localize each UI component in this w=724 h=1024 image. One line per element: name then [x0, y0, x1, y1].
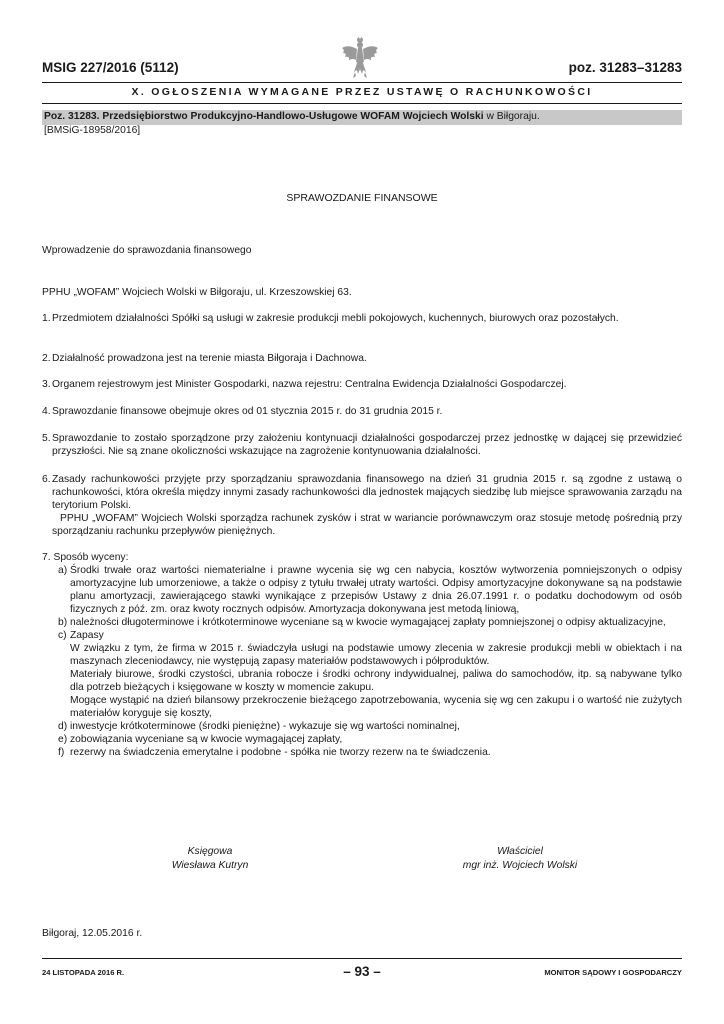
point-text: Sprawozdanie finansowe obejmuje okres od 01 stycznia 2015 r. do 31 grudnia 2015 r. [52, 406, 443, 417]
valuation-item-e [42, 733, 682, 746]
issue-number: MSIG 227/2016 (5112) [42, 60, 179, 75]
signature-accountant [120, 845, 300, 873]
point-number: 3. [42, 379, 51, 390]
footer-rule [42, 958, 682, 959]
item-text: Środki trwałe oraz wartości niematerialne i prawne wycenia się wg cen nabycia, kosztów wytworzenia pomniejszonych o odpisy amortyzacyjne lub umorzeniowe, a także o odpisy z tytułu trwałej utraty wartości. Odpisy amortyzacyjne dokonywane są na podstawie planu amortyzacji, zawierającego stawki wynikające z przepisów Ustawy z dnia 26.07.1991 r. o podatku dochodowym od osób fizycznych z póź. zm. oraz kwoty rocznych odpisów. Amortyzacja dokonywana jest metodą liniową, [70, 565, 682, 615]
entry-title [44, 111, 540, 122]
item-label: a) [58, 565, 68, 576]
item-label: b) [58, 617, 68, 628]
inventory-paragraph-1: W związku z tym, że firma w 2015 r. świadczyła usługi na podstawie umowy zlecenia w zakresie produkcji mebli w obiektach i na maszynach zleceniodawcy, nie występują zapasy materiałów podstawowych i półproduktów. [70, 643, 682, 667]
point-text: Zasady rachunkowości przyjęte przy sporządzaniu sprawozdania finansowego na dzień 31 grudnia 2015 r. są zgodne z ustawą o rachunkowości, która określa między innymi zasady rachunkowości dla jednostek mających siedzibę lub miejsce sprawowania zarządu na terytorium Polski. [52, 474, 682, 511]
point-5 [42, 432, 682, 458]
signature-name: mgr inż. Wojciech Wolski [462, 860, 578, 871]
signature-role: Właściciel [497, 846, 543, 857]
point-number: 5. [42, 433, 51, 444]
valuation-item-a [42, 564, 682, 616]
point-text: Działalność prowadzona jest na terenie miasta Biłgoraja i Dachnowa. [52, 353, 367, 364]
point-number: 2. [42, 353, 51, 364]
valuation-item-c [42, 629, 682, 642]
valuation-section [42, 551, 682, 759]
document-title: SPRAWOZDANIE FINANSOWE [286, 192, 438, 204]
company-line: PPHU „WOFAM” Wojciech Wolski w Biłgoraju, ul. Krzeszowskiej 63. [42, 287, 352, 298]
point-text: Organem rejestrowym jest Minister Gospodarki, nazwa rejestru: Centralna Ewidencja Działalności Gospodarczej. [52, 379, 567, 390]
point-text-continued: PPHU „WOFAM” Wojciech Wolski sporządza rachunek zysków i strat w wariancie porównawczym oraz stosuje metodę pośrednią przy sporządzaniu rachunku przepływów pieniężnych. [52, 513, 682, 537]
signature-owner [420, 845, 620, 873]
item-label: c) [58, 630, 67, 641]
point-number: 1. [42, 313, 51, 324]
point-3 [42, 378, 682, 391]
footer-date: 24 LISTOPADA 2016 R. [42, 968, 125, 977]
entry-reference: [BMSiG-18958/2016] [44, 125, 141, 136]
place-date: Biłgoraj, 12.05.2016 r. [42, 928, 143, 939]
header-rule [42, 82, 682, 83]
inventory-paragraph-3: Mogące wystąpić na dzień bilansowy przekroczenie bieżącego zapotrzebowania, wycenia się wg cen zakupu i o wartość nie zużytych materiałów koryguje się koszty, [70, 695, 682, 719]
point-6 [42, 473, 682, 538]
point-1 [42, 312, 682, 325]
point-text: Sprawozdanie to zostało sporządzone przy założeniu kontynuacji działalności gospodarczej przez jednostkę w dającej się przewidzieć przyszłości. Nie są znane okoliczności wskazujące na zagrożenie kontynuowania działalności. [52, 433, 682, 457]
page-number: – 93 – [343, 964, 381, 979]
point-number: 4. [42, 406, 51, 417]
publication-name: MONITOR SĄDOWY I GOSPODARCZY [544, 968, 682, 977]
point-number: 6. [42, 474, 51, 485]
point-2 [42, 352, 682, 365]
valuation-item-b [42, 616, 682, 629]
signature-name: Wiesława Kutryn [171, 860, 249, 871]
polish-eagle-icon [340, 36, 380, 80]
item-text: należności długoterminowe i krótkoterminowe wyceniane są w kwocie wymagającej zapłaty pomniejszonej o odpisy aktualizacyjne, [70, 617, 666, 628]
valuation-item-f [42, 746, 682, 759]
section-rule [42, 103, 682, 104]
position-range: poz. 31283–31283 [568, 60, 682, 75]
inventory-paragraph-2: Materiały biurowe, środki czystości, ubrania robocze i środki ochrony indywidualnej, paliwa do samochodów, itp. są nabywane tylko dla potrzeb bieżących i księgowane w koszty w momencie zakupu. [70, 669, 682, 693]
item-text: zobowiązania wyceniane są w kwocie wymagającej zapłaty, [70, 734, 343, 745]
signature-role: Księgowa [187, 846, 233, 857]
item-text: inwestycje krótkoterminowe (środki pieniężne) - wykazuje się wg wartości nominalnej, [70, 721, 460, 732]
intro-heading: Wprowadzenie do sprawozdania finansowego [42, 245, 252, 256]
section-title: X. OGŁOSZENIA WYMAGANE PRZEZ USTAWĘ O RACHUNKOWOŚCI [131, 86, 593, 98]
item-label: e) [58, 734, 68, 745]
item-label: f) [58, 747, 65, 758]
point-text: Przedmiotem działalności Spółki są usługi w zakresie produkcji mebli pokojowych, kuchennych, biurowych oraz pozostałych. [52, 313, 619, 324]
entry-title-bold: Poz. 31283. Przedsiębiorstwo Produkcyjno-Handlowo-Usługowe WOFAM Wojciech Wolski [44, 111, 484, 122]
entry-title-place: w Biłgoraju. [483, 111, 540, 122]
point-4 [42, 405, 682, 418]
item-text: Zapasy [70, 630, 104, 641]
valuation-heading: 7. Sposób wyceny: [42, 552, 129, 563]
item-text: rezerwy na świadczenia emerytalne i podobne - spółka nie tworzy rezerw na te świadczenia. [70, 747, 491, 758]
valuation-item-d [42, 720, 682, 733]
item-label: d) [58, 721, 68, 732]
